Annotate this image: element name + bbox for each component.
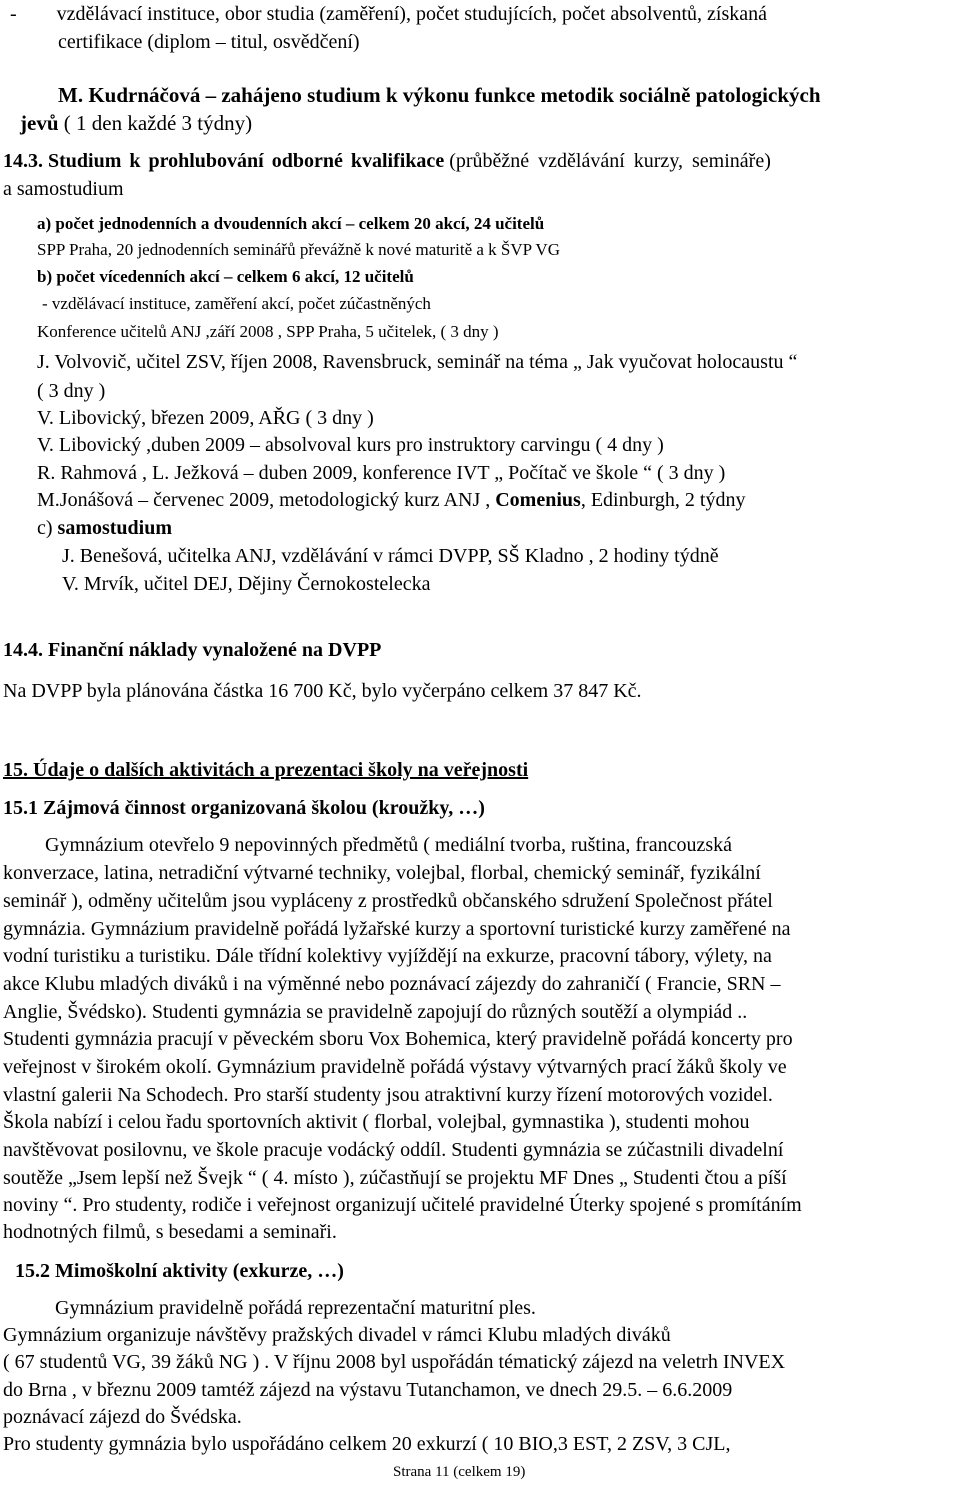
kudrnacova-frequency: ( 1 den každé 3 týdny) (63, 111, 253, 135)
b-item-6-comenius: Comenius (495, 489, 581, 511)
p1-line: vodní turistiku a turistiku. Dále třídní kolektivy vyjíždějí na exkurze, pracovní tábory, výlety, na (3, 945, 772, 967)
p1-line: konverzace, latina, netradiční výtvarné techniky, volejbal, florbal, chemický seminář, fyzikální (3, 862, 761, 884)
p2-line: Pro studenty gymnázia bylo uspořádáno celkem 20 exkurzí ( 10 BIO,3 EST, 2 ZSV, 3 CJL, (3, 1433, 731, 1455)
section-15-2-title: 15.2 Mimoškolní aktivity (exkurze, …) (15, 1260, 344, 1282)
a-heading: a) počet jednodenních a dvoudenních akcí – celkem 20 akcí, 24 učitelů (37, 214, 545, 233)
p1-line: Gymnázium otevřelo 9 nepovinných předmětů ( mediální tvorba, ruština, francouzská (45, 834, 733, 856)
section-15-1-title: 15.1 Zájmová činnost organizovaná školou (kroužky, …) (3, 797, 485, 819)
p1-line: Studenti gymnázia pracují v pěveckém sboru Vox Bohemica, který pravidelně pořádá koncerty pro (3, 1028, 793, 1050)
page-number: Strana 11 (celkem 19) (393, 1464, 526, 1480)
top-line-2: certifikace (diplom – titul, osvědčení) (58, 31, 360, 53)
b-item-3: V. Libovický, březen 2009, AŘG ( 3 dny ) (37, 407, 374, 429)
p1-line: hodnotných filmů, s besedami a seminaři. (3, 1221, 337, 1243)
section-15-title: 15. Údaje o dalších aktivitách a prezentaci školy na veřejnosti (3, 759, 529, 781)
c-item-1: J. Benešová, učitelka ANJ, vzdělávání v rámci DVPP, SŠ Kladno , 2 hodiny týdně (62, 545, 719, 567)
p1-line: gymnázia. Gymnázium pravidelně pořádá lyžařské kurzy a sportovní turistické kurzy zaměřené na (3, 918, 791, 940)
b-item-2: J. Volvovič, učitel ZSV, říjen 2008, Ravensbruck, seminář na téma „ Jak vyučovat holocaustu “ (37, 351, 798, 373)
p1-line: soutěže „Jsem lepší než Švejk “ ( 4. místo ), zúčastňují se projektu MF Dnes „ Studenti čtou a píší (3, 1167, 787, 1189)
p1-line: seminář ), odměny učitelům jsou vypláceny z prostředků občanského sdružení Společnost přátel (3, 890, 773, 912)
b-heading: b) počet vícedenních akcí – celkem 6 akcí, 12 učitelů (37, 267, 414, 286)
kudrnacova-line-2 (20, 113, 252, 134)
p1-line: vlastní galerii Na Schodech. Pro starší studenty jsou atraktivní kurzy řízení motorových vozidel. (3, 1084, 773, 1106)
dash: - (10, 3, 17, 25)
c-heading (37, 518, 172, 538)
b-subheading: - vzdělávací instituce, zaměření akcí, počet zúčastněných (42, 294, 431, 313)
p2-line: poznávací zájezd do Švédska. (3, 1406, 242, 1428)
kudrnacova-jevu: jevů (20, 111, 59, 135)
c-prefix: c) (37, 517, 53, 539)
b-item-4: V. Libovický ,duben 2009 – absolvoval kurs pro instruktory carvingu ( 4 dny ) (37, 434, 664, 456)
b-item-6 (37, 490, 745, 510)
p1-line: veřejnost v širokém okolí. Gymnázium pravidelně pořádá výstavy výtvarných prací žáků školy ve (3, 1056, 787, 1078)
p1-line: Škola nabízí i celou řadu sportovních aktivit ( florbal, volejbal, gymnastika ), studenti mohou (3, 1111, 750, 1133)
c-item-2: V. Mrvík, učitel DEJ, Dějiny Černokostelecka (62, 573, 431, 595)
p2-line: do Brna , v březnu 2009 tamtéž zájezd na výstavu Tutanchamon, ve dnech 29.5. – 6.6.2009 (3, 1379, 733, 1401)
p2-line: ( 67 studentů VG, 39 žáků NG ) . V říjnu 2008 byl uspořádán tématický zájezd na veletrh INVEX (3, 1351, 786, 1373)
section-14-3-paren: (průběžné vzdělávání kurzy, semináře) (449, 150, 771, 172)
p2-line: Gymnázium pravidelně pořádá reprezentační maturitní ples. (55, 1297, 536, 1319)
b-item-1: Konference učitelů ANJ ,září 2008 , SPP Praha, 5 učitelek, ( 3 dny ) (37, 322, 499, 341)
p1-line: akce Klubu mladých diváků i na výměnné nebo poznávací zájezdy do zahraničí ( Francie, SRN – (3, 973, 781, 995)
section-14-3-heading (3, 151, 771, 171)
top-line-1: vzdělávací instituce, obor studia (zaměření), počet studujících, počet absolventů, získaná (56, 3, 767, 25)
section-14-4-text: Na DVPP byla plánována částka 16 700 Kč, bylo vyčerpáno celkem 37 847 Kč. (3, 680, 642, 702)
section-14-3-line-2: a samostudium (3, 178, 124, 200)
p1-line: navštěvovat posilovnu, ve škole pracuje vodácký oddíl. Studenti gymnázia se zúčastnili divadelní (3, 1139, 784, 1161)
section-14-3-title: Studium k prohlubování odborné kvalifikace (48, 150, 445, 172)
b-item-6-c: , Edinburgh, 2 týdny (580, 489, 746, 511)
b-item-6-a: M.Jonášová – červenec 2009, metodologický kurz ANJ , (37, 489, 491, 511)
a-item-1: SPP Praha, 20 jednodenních seminářů převážně k nové maturitě a k ŠVP VG (37, 240, 560, 259)
section-14-3-number: 14.3. (3, 150, 43, 172)
c-title: samostudium (57, 517, 173, 539)
p2-line: Gymnázium organizuje návštěvy pražských divadel v rámci Klubu mladých diváků (3, 1324, 671, 1346)
p1-line: noviny “. Pro studenty, rodiče i veřejnost organizují učitelé pravidelné Úterky spojené s promítáním (3, 1194, 802, 1216)
section-14-4-title: 14.4. Finanční náklady vynaložené na DVPP (3, 639, 382, 661)
p1-line: Anglie, Švédsko). Studenti gymnázia se pravidelně zapojují do různých soutěží a olympiád .. (3, 1001, 748, 1023)
kudrnacova-line-1: M. Kudrnáčová – zahájeno studium k výkonu funkce metodik sociálně patologických (58, 83, 821, 107)
b-item-5: R. Rahmová , L. Ježková – duben 2009, konference IVT „ Počítač ve škole “ ( 3 dny ) (37, 462, 726, 484)
b-item-2-cont: ( 3 dny ) (37, 380, 106, 402)
bullet-line (10, 4, 767, 24)
